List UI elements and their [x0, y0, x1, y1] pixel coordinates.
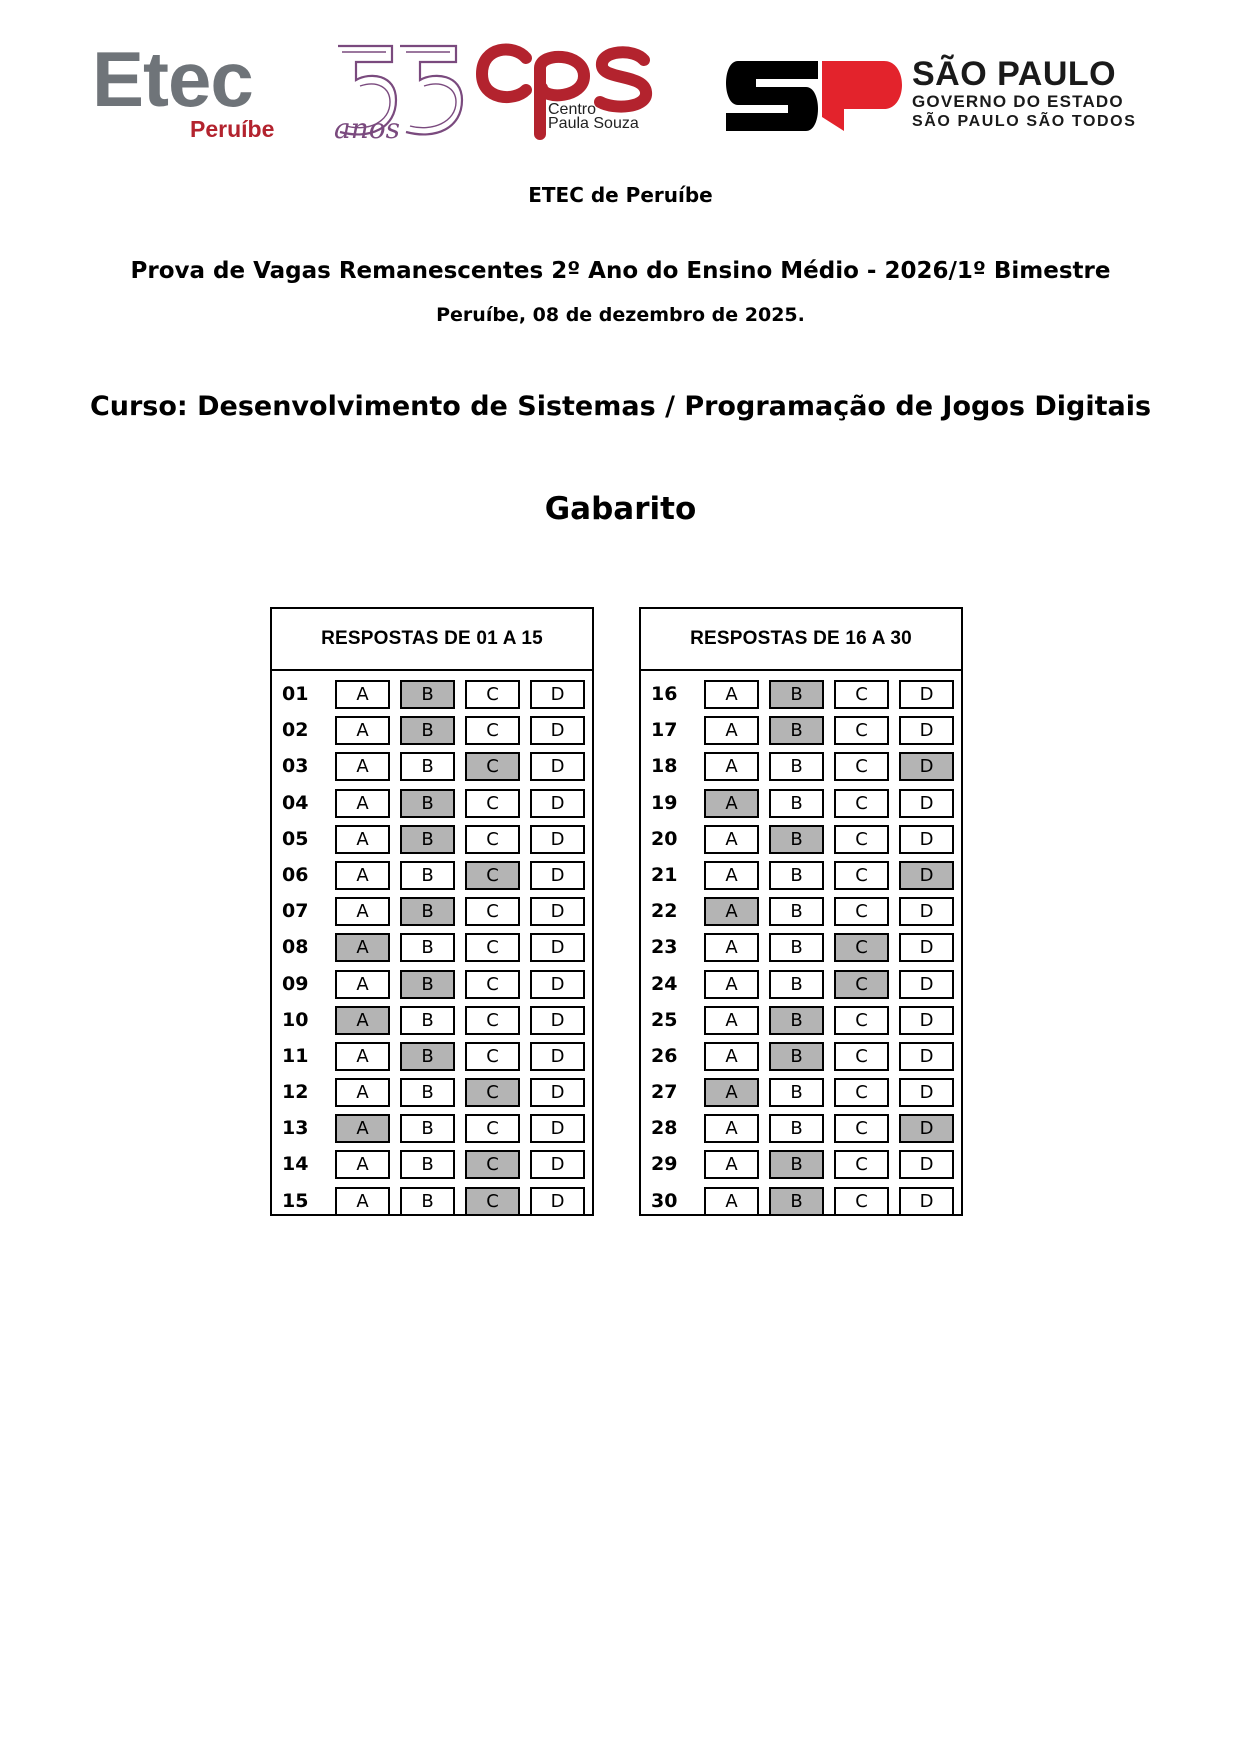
sp-logo-line-3: SÃO PAULO SÃO TODOS [912, 113, 1137, 130]
answer-option-c: C [465, 933, 520, 962]
answer-option-a: A [704, 1006, 759, 1035]
answer-option-b: B [400, 861, 455, 890]
answer-option-a: A [704, 1114, 759, 1143]
cps-line-1: Centro [548, 101, 597, 118]
answer-row [641, 1075, 961, 1111]
answer-row [641, 749, 961, 785]
answer-option-a: A [335, 752, 390, 781]
answer-option-c: C [834, 1150, 889, 1179]
question-number: 10 [282, 1008, 309, 1031]
question-number: 18 [651, 755, 678, 778]
sp-logo-text [912, 56, 1137, 132]
answer-option-a-selected: A [704, 1078, 759, 1107]
answer-option-c: C [834, 1187, 889, 1216]
answer-option-d: D [899, 933, 954, 962]
answer-row [641, 1147, 961, 1183]
answer-row [272, 1075, 592, 1111]
answer-table-16-30 [639, 607, 963, 1216]
answer-option-a: A [335, 1150, 390, 1179]
answer-option-a: A [704, 1042, 759, 1071]
answer-row [641, 967, 961, 1003]
etec-logo-word: Etec [92, 35, 253, 123]
answer-row [272, 822, 592, 858]
anos-word: anos [334, 112, 400, 145]
answer-row [272, 1003, 592, 1039]
answer-option-d: D [530, 1187, 585, 1216]
question-number: 03 [282, 755, 309, 778]
55-anos-logo [330, 40, 470, 146]
answer-option-c: C [465, 789, 520, 818]
answer-option-b: B [400, 1006, 455, 1035]
question-number: 16 [651, 683, 678, 705]
answer-option-d: D [899, 970, 954, 999]
answer-option-d: D [899, 680, 954, 709]
sp-logo-line-2: GOVERNO DO ESTADO [912, 92, 1124, 111]
answer-option-d: D [899, 1150, 954, 1179]
answer-option-a: A [704, 933, 759, 962]
answer-option-b: B [400, 1150, 455, 1179]
question-number: 26 [651, 1044, 678, 1067]
answer-option-a: A [704, 825, 759, 854]
answer-option-d: D [530, 1114, 585, 1143]
answer-row [641, 822, 961, 858]
answer-row [641, 858, 961, 894]
answer-option-a-selected: A [335, 1006, 390, 1035]
exam-title: Prova de Vagas Remanescentes 2º Ano do Ensino Médio - 2026/1º Bimestre [130, 258, 1111, 284]
question-number: 01 [282, 683, 309, 705]
answer-option-a: A [335, 1187, 390, 1216]
question-number: 23 [651, 936, 678, 959]
answer-option-b-selected: B [769, 1042, 824, 1071]
answer-option-b: B [400, 752, 455, 781]
answer-option-c: C [834, 825, 889, 854]
answer-option-b: B [769, 897, 824, 926]
answer-option-a: A [704, 716, 759, 745]
answer-option-b: B [769, 1078, 824, 1107]
answer-row [272, 677, 592, 713]
answer-option-b: B [400, 1187, 455, 1216]
answer-option-c: C [465, 716, 520, 745]
answer-row [641, 930, 961, 966]
answer-row [272, 713, 592, 749]
answer-option-b-selected: B [769, 1006, 824, 1035]
answer-option-b-selected: B [769, 825, 824, 854]
answer-option-c: C [465, 1114, 520, 1143]
answer-option-b-selected: B [769, 1187, 824, 1216]
answer-option-d: D [530, 680, 585, 709]
question-number: 05 [282, 827, 309, 850]
answer-row [641, 677, 961, 713]
question-number: 20 [651, 827, 678, 850]
answer-option-a: A [704, 1150, 759, 1179]
question-number: 09 [282, 972, 309, 995]
answer-option-b: B [769, 752, 824, 781]
answer-option-a: A [704, 861, 759, 890]
question-number: 07 [282, 900, 309, 923]
question-number: 04 [282, 791, 309, 814]
answer-row [272, 1184, 592, 1220]
answer-rows [272, 671, 592, 1220]
question-number: 25 [651, 1008, 678, 1031]
answer-row [272, 858, 592, 894]
answer-option-b: B [769, 1114, 824, 1143]
question-number: 21 [651, 863, 678, 886]
answer-option-a: A [335, 680, 390, 709]
answer-key-title: Gabarito [544, 491, 697, 527]
answer-row [272, 749, 592, 785]
answer-option-d: D [899, 1187, 954, 1216]
answer-row [272, 1039, 592, 1075]
etec-peruibe-logo [92, 35, 292, 142]
answer-option-c: C [834, 897, 889, 926]
centro-paula-souza-logo [474, 38, 664, 144]
answer-row [641, 713, 961, 749]
answer-option-c: C [834, 1078, 889, 1107]
answer-option-a: A [335, 825, 390, 854]
answer-option-a: A [704, 970, 759, 999]
answer-option-c: C [834, 680, 889, 709]
answer-option-a: A [335, 861, 390, 890]
question-number: 12 [282, 1081, 309, 1104]
answer-option-a: A [335, 1078, 390, 1107]
question-number: 15 [282, 1189, 309, 1212]
question-number: 19 [651, 791, 678, 814]
answer-option-b-selected: B [400, 1042, 455, 1071]
answer-option-d: D [530, 1006, 585, 1035]
answer-option-c-selected: C [465, 1150, 520, 1179]
answer-option-d-selected: D [899, 861, 954, 890]
answer-option-a: A [335, 1042, 390, 1071]
answer-option-b: B [769, 933, 824, 962]
answer-option-b: B [400, 1078, 455, 1107]
answer-row [272, 967, 592, 1003]
answer-option-d-selected: D [899, 1114, 954, 1143]
answer-table-header: RESPOSTAS DE 16 A 30 [641, 609, 961, 671]
answer-option-b-selected: B [400, 680, 455, 709]
answer-option-c-selected: C [465, 1187, 520, 1216]
answer-option-a-selected: A [335, 933, 390, 962]
answer-option-d: D [899, 789, 954, 818]
answer-option-c-selected: C [465, 1078, 520, 1107]
answer-option-a: A [335, 897, 390, 926]
answer-option-c: C [834, 861, 889, 890]
answer-option-d: D [899, 1006, 954, 1035]
question-number: 11 [282, 1044, 309, 1067]
answer-option-b-selected: B [769, 1150, 824, 1179]
answer-option-d: D [899, 825, 954, 854]
answer-option-a-selected: A [704, 897, 759, 926]
answer-option-d: D [899, 716, 954, 745]
answer-option-d: D [530, 861, 585, 890]
answer-option-c: C [465, 970, 520, 999]
question-number: 17 [651, 719, 678, 742]
answer-option-d: D [530, 970, 585, 999]
answer-option-a: A [335, 716, 390, 745]
school-name: ETEC de Peruíbe [528, 183, 713, 207]
etec-logo-city: Peruíbe [190, 116, 275, 142]
question-number: 02 [282, 719, 309, 742]
sp-logo-line-1: SÃO PAULO [912, 55, 1117, 93]
answer-row [272, 1111, 592, 1147]
answer-row [641, 786, 961, 822]
answer-option-d: D [530, 1042, 585, 1071]
answer-option-c-selected: C [465, 752, 520, 781]
question-number: 27 [651, 1081, 678, 1104]
answer-option-c: C [465, 825, 520, 854]
answer-option-c: C [465, 1042, 520, 1071]
question-number: 29 [651, 1153, 678, 1176]
answer-option-b: B [400, 933, 455, 962]
answer-option-b-selected: B [400, 789, 455, 818]
answer-row [641, 1039, 961, 1075]
answer-option-c: C [465, 897, 520, 926]
answer-option-a: A [335, 789, 390, 818]
answer-row [641, 894, 961, 930]
answer-option-d: D [530, 1078, 585, 1107]
answer-option-a: A [704, 1187, 759, 1216]
cps-line-2: Paula Souza [548, 115, 639, 132]
answer-option-d-selected: D [899, 752, 954, 781]
answer-rows [641, 671, 961, 1220]
answer-option-d: D [530, 716, 585, 745]
answer-option-b-selected: B [769, 680, 824, 709]
answer-option-d: D [530, 897, 585, 926]
answer-option-c-selected: C [465, 861, 520, 890]
question-number: 13 [282, 1117, 309, 1140]
answer-option-a: A [704, 680, 759, 709]
answer-option-c-selected: C [834, 970, 889, 999]
answer-table-01-15 [270, 607, 594, 1216]
question-number: 22 [651, 900, 678, 923]
answer-option-d: D [530, 933, 585, 962]
answer-option-b: B [769, 789, 824, 818]
answer-option-d: D [899, 1042, 954, 1071]
answer-option-b-selected: B [400, 897, 455, 926]
question-number: 28 [651, 1117, 678, 1140]
answer-option-b: B [769, 861, 824, 890]
answer-option-d: D [899, 1078, 954, 1107]
answer-row [272, 1147, 592, 1183]
question-number: 30 [651, 1189, 678, 1212]
answer-option-b-selected: B [400, 716, 455, 745]
answer-option-b: B [400, 1114, 455, 1143]
question-number: 06 [282, 863, 309, 886]
answer-row [272, 930, 592, 966]
question-number: 08 [282, 936, 309, 959]
course-title: Curso: Desenvolvimento de Sistemas / Programação de Jogos Digitais [89, 391, 1152, 422]
answer-option-d: D [530, 789, 585, 818]
answer-row [272, 786, 592, 822]
answer-table-header: RESPOSTAS DE 01 A 15 [272, 609, 592, 671]
answer-option-c: C [834, 789, 889, 818]
answer-option-d: D [899, 897, 954, 926]
answer-option-b-selected: B [400, 970, 455, 999]
answer-option-c: C [834, 1006, 889, 1035]
answer-row [641, 1111, 961, 1147]
answer-option-c: C [834, 1114, 889, 1143]
answer-option-c: C [465, 680, 520, 709]
question-number: 24 [651, 972, 678, 995]
answer-option-b-selected: B [769, 716, 824, 745]
answer-option-a-selected: A [335, 1114, 390, 1143]
answer-option-b-selected: B [400, 825, 455, 854]
question-number: 14 [282, 1153, 309, 1176]
answer-option-d: D [530, 1150, 585, 1179]
answer-option-d: D [530, 752, 585, 781]
answer-row [641, 1003, 961, 1039]
answer-option-c: C [465, 1006, 520, 1035]
date-line: Peruíbe, 08 de dezembro de 2025. [436, 304, 805, 326]
answer-option-a-selected: A [704, 789, 759, 818]
sp-mark-icon [726, 61, 906, 131]
answer-option-b: B [769, 970, 824, 999]
answer-option-c: C [834, 752, 889, 781]
answer-option-c-selected: C [834, 933, 889, 962]
answer-row [272, 894, 592, 930]
answer-row [641, 1184, 961, 1220]
answer-option-a: A [335, 970, 390, 999]
answer-option-c: C [834, 716, 889, 745]
sao-paulo-government-logo [726, 56, 1156, 136]
answer-option-d: D [530, 825, 585, 854]
answer-option-c: C [834, 1042, 889, 1071]
answer-option-a: A [704, 752, 759, 781]
